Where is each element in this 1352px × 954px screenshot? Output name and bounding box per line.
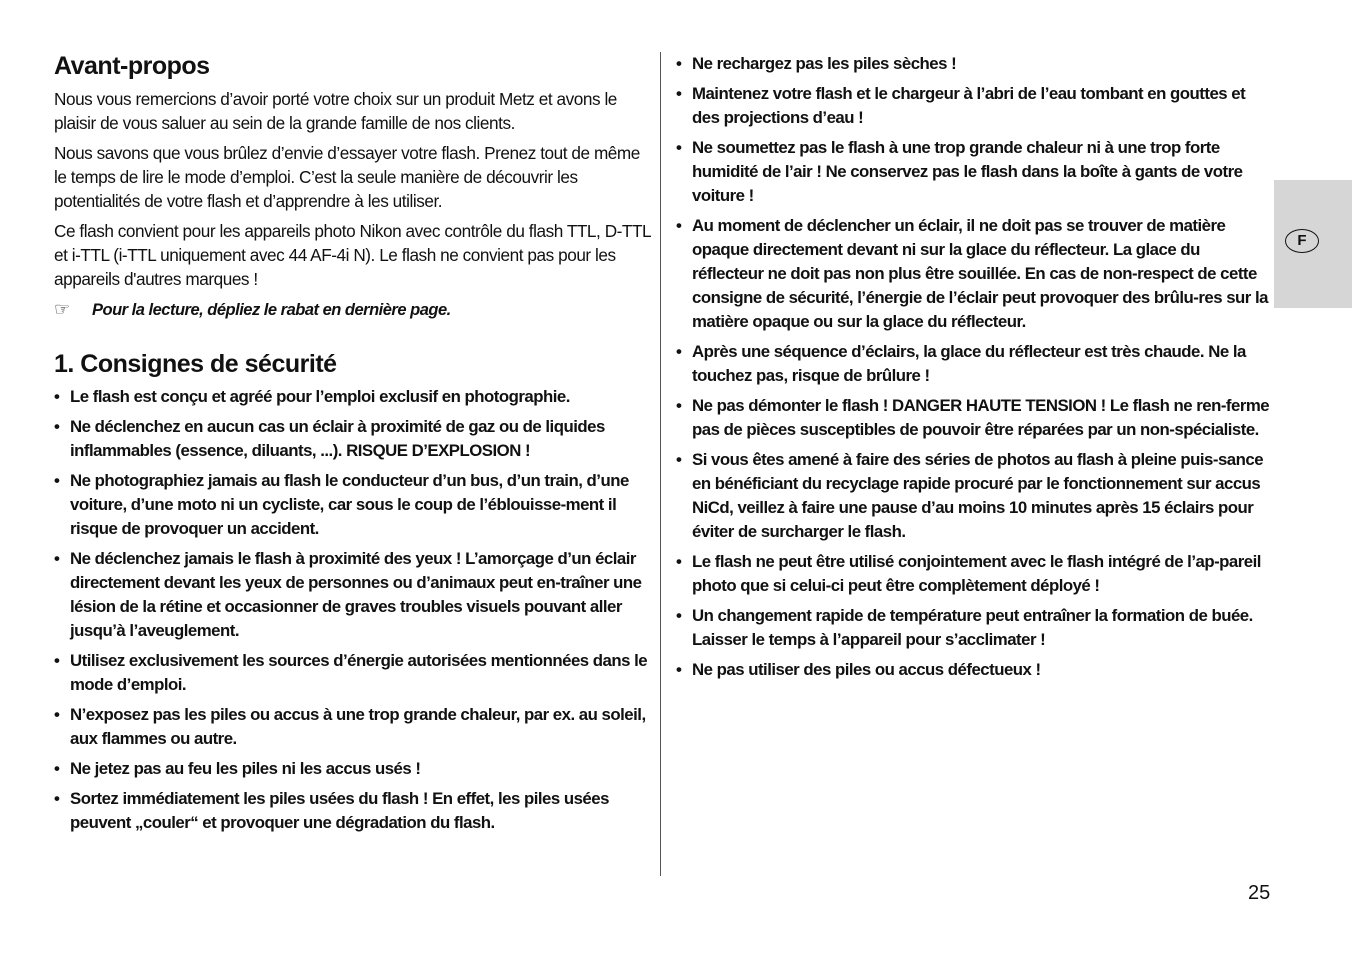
list-item: • Ne rechargez pas les piles sèches ! (676, 52, 1272, 76)
reading-tip-text: Pour la lecture, dépliez le rabat en dernière page. (92, 301, 451, 319)
list-item: • Le flash ne peut être utilisé conjointement avec le flash intégré de l’ap-pareil photo que si celui-ci peut être complètement déployé ! (676, 550, 1272, 598)
list-item: • Un changement rapide de température peut entraîner la formation de buée. Laisser le temps à l’appareil pour s’acclimater ! (676, 604, 1272, 652)
reading-tip (54, 297, 654, 322)
list-item: • Ne soumettez pas le flash à une trop grande chaleur ni à une trop forte humidité de l’air ! Ne conservez pas le flash dans la boîte à gants de votre voiture ! (676, 136, 1272, 208)
left-column (54, 52, 654, 841)
list-item: • Après une séquence d’éclairs, la glace du réflecteur est très chaude. Ne la touchez pas, risque de brûlure ! (676, 340, 1272, 388)
pointing-hand-icon: ☞ (54, 299, 70, 319)
safety-list-right (676, 52, 1272, 682)
list-item: • Ne jetez pas au feu les piles ni les accus usés ! (54, 757, 654, 781)
safety-list-left (54, 385, 654, 835)
list-item: • Ne déclenchez en aucun cas un éclair à proximité de gaz ou de liquides inflammables (essence, diluants, ...). RISQUE D’EXPLOSION ! (54, 415, 654, 463)
column-divider (660, 52, 661, 876)
intro-paragraph: Nous savons que vous brûlez d’envie d’essayer votre flash. Prenez tout de même le temps de lire le mode d’emploi. C’est la seule manière de découvrir les potentialités de votre flash et d’apprendre à les utiliser. (54, 143, 640, 211)
list-item: • Maintenez votre flash et le chargeur à l’abri de l’eau tombant en gouttes et des projections d’eau ! (676, 82, 1272, 130)
list-item: • Utilisez exclusivement les sources d’énergie autorisées mentionnées dans le mode d’emploi. (54, 649, 654, 697)
heading-foreword: Avant-propos (54, 52, 210, 80)
list-item: • Sortez immédiatement les piles usées du flash ! En effet, les piles usées peuvent „couler“ et provoquer une dégradation du flash. (54, 787, 654, 835)
page-number: 25 (1248, 882, 1271, 904)
heading-safety: 1. Consignes de sécurité (54, 350, 337, 378)
intro-paragraph: Nous vous remercions d’avoir porté votre choix sur un produit Metz et avons le plaisir de vous saluer au sein de la grande famille de nos clients. (54, 89, 617, 133)
language-badge: F (1285, 229, 1319, 253)
list-item: • Le flash est conçu et agréé pour l’emploi exclusif en photographie. (54, 385, 654, 409)
right-column (676, 52, 1272, 688)
list-item: • Si vous êtes amené à faire des séries de photos au flash à pleine puis-sance en bénéficiant du recyclage rapide procuré par le fonctionnement sur accus NiCd, veillez à faire une pause d’au moins 10 minutes après 15 éclairs pour éviter de surcharger le flash. (676, 448, 1272, 544)
list-item: • Ne pas démonter le flash ! DANGER HAUTE TENSION ! Le flash ne ren-ferme pas de pièces susceptibles de pouvoir être réparées par un non-spécialiste. (676, 394, 1272, 442)
list-item: • Ne déclenchez jamais le flash à proximité des yeux ! L’amorçage d’un éclair directement devant les yeux de personnes ou d’animaux peut en-traîner une lésion de la rétine et occasionner de graves troubles visuels pouvant aller jusqu’à l’aveuglement. (54, 547, 654, 643)
list-item: • Au moment de déclencher un éclair, il ne doit pas se trouver de matière opaque directement devant ni sur la glace du réflecteur. La glace du réflecteur ne doit pas non plus être souillée. En cas de non-respect de cette consigne de sécurité, l’énergie de l’éclair peut provoquer des brûlu-res sur la matière opaque ou sur la glace du réflecteur. (676, 214, 1272, 334)
intro-paragraph: Ce flash convient pour les appareils photo Nikon avec contrôle du flash TTL, D-TTL et i-TTL (i-TTL uniquement avec 44 AF-4i N). Le flash ne convient pas pour les appareils d'autres marques ! (54, 221, 651, 289)
list-item: • N’exposez pas les piles ou accus à une trop grande chaleur, par ex. au soleil, aux flammes ou autre. (54, 703, 654, 751)
list-item: • Ne photographiez jamais au flash le conducteur d’un bus, d’un train, d’une voiture, d’une moto ni un cycliste, car sous le coup de l’éblouisse-ment il risque de provoquer un accident. (54, 469, 654, 541)
list-item: • Ne pas utiliser des piles ou accus défectueux ! (676, 658, 1272, 682)
